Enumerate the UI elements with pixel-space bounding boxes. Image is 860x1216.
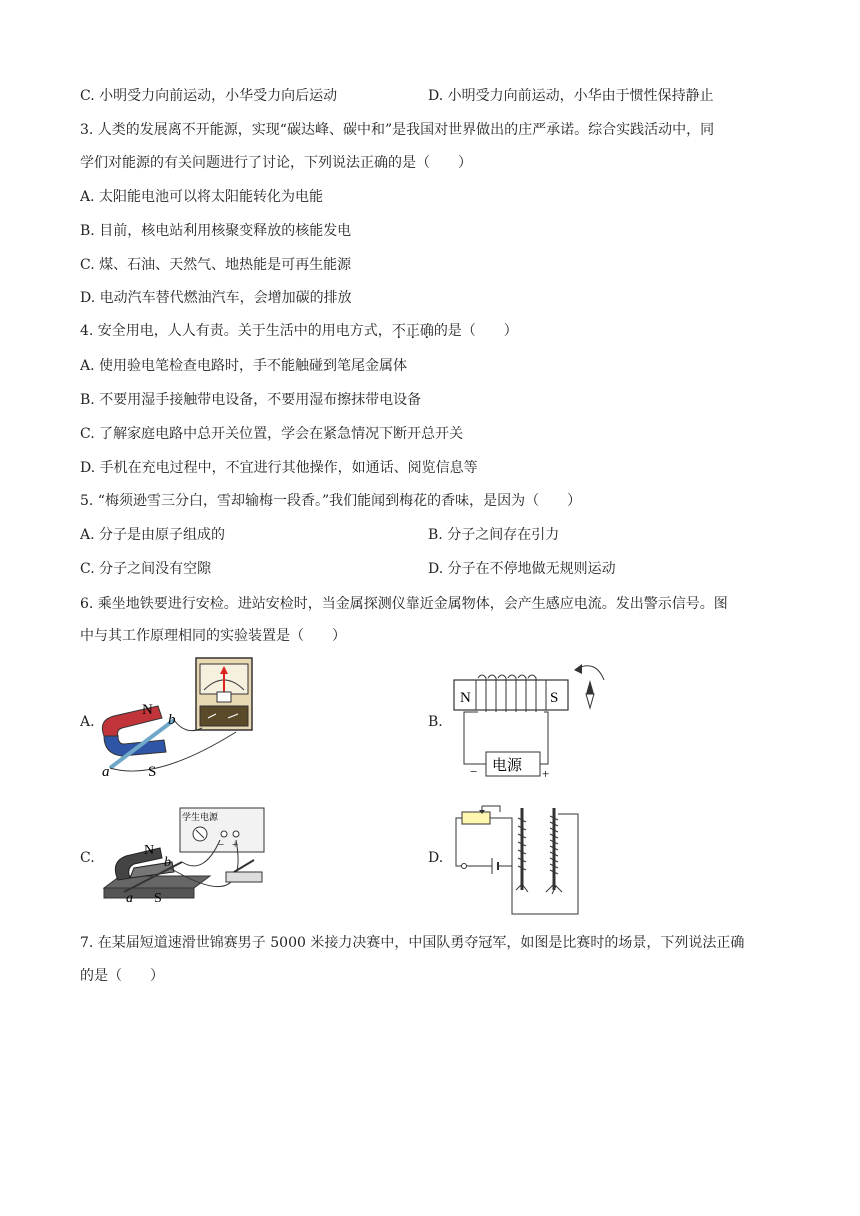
q6-fig-a-n-pole: N: [142, 702, 153, 718]
q6-fig-c-label-b: b: [164, 855, 171, 870]
q5-stem: 5. “梅须逊雪三分白，雪却输梅一段香。”我们能闻到梅花的香味，是因为（ ）: [80, 493, 582, 509]
q4-stem: [80, 321, 518, 341]
q4-stem-pre: 4. 安全用电，人人有责。关于生活中的用电方式，: [80, 323, 392, 339]
q4-emphasis-char: 确: [419, 323, 434, 339]
q3-option-a: A. 太阳能电池可以将太阳能转化为电能: [80, 189, 324, 205]
q3-option-c: C. 煤、石油、天然气、地热能是可再生能源: [80, 257, 352, 273]
q6-fig-b-n-pole: N: [460, 690, 471, 706]
q5-option-a: A. 分子是由原子组成的: [80, 527, 226, 543]
q6-fig-a-label-a: a: [102, 764, 110, 780]
q4-option-c: C. 了解家庭电路中总开关位置，学会在紧急情况下断开总开关: [80, 426, 464, 442]
q4-option-b: B. 不要用湿手接触带电设备，不要用湿布擦抹带电设备: [80, 392, 422, 408]
rotation-arrow-icon: [574, 664, 582, 674]
q6-fig-b-minus: −: [470, 764, 478, 779]
q3-stem-line2: 学们对能源的有关问题进行了讨论，下列说法正确的是（ ）: [80, 155, 472, 171]
q6-fig-c-supply-label: 学生电源: [182, 813, 219, 823]
q6-fig-c-n-pole: N: [144, 843, 155, 858]
q6-fig-a-s-pole: S: [148, 764, 157, 780]
q4-option-d: D. 手机在充电过程中，不宜进行其他操作，如通话、阅览信息等: [80, 460, 478, 476]
q6-fig-c-label-a: a: [126, 891, 133, 906]
q4-emphasis-char: 正: [405, 323, 420, 339]
q3-stem-line1: 3. 人类的发展离不开能源，实现“碳达峰、碳中和”是我国对世界做出的庄严承诺。综合实践活动中，同: [80, 122, 715, 138]
q6-fig-c-plus: +: [232, 839, 239, 851]
q2-option-d: D. 小明受力向前运动，小华由于惯性保持静止: [428, 88, 714, 104]
q5-option-d: D. 分子在不停地做无规则运动: [428, 561, 616, 577]
q5-option-c: C. 分子之间没有空隙: [80, 561, 212, 577]
q6-label-c: C.: [80, 850, 95, 866]
q7-stem-line1: 7. 在某届短道速滑世锦赛男子 5000 米接力决赛中，中国队勇夺冠军，如图是比赛时的场景，下列说法正确: [80, 935, 745, 951]
q6-figure-c-power-supply-setup: [100, 806, 272, 908]
q6-figure-b-electromagnet: [448, 658, 618, 782]
q6-label-b: B.: [428, 714, 443, 730]
q6-label-a: A.: [80, 714, 95, 730]
q4-stem-post: 的是（ ）: [433, 323, 518, 339]
q6-fig-c-s-pole: S: [154, 891, 162, 906]
q3-option-b: B. 目前，核电站利用核聚变释放的核能发电: [80, 223, 352, 239]
q4-option-a: A. 使用验电笔检查电路时，手不能触碰到笔尾金属体: [80, 358, 408, 374]
q3-option-d: D. 电动汽车替代燃油汽车，会增加碳的排放: [80, 290, 352, 306]
q6-fig-a-label-b: b: [168, 712, 176, 728]
q7-stem-line2: 的是（ ）: [80, 968, 164, 984]
q6-label-d: D.: [428, 850, 444, 866]
q6-figure-a-galvanometer-setup: [96, 656, 256, 782]
q6-stem-line1: 6. 乘坐地铁要进行安检。进站安检时，当金属探测仪靠近金属物体，会产生感应电流。发出警示信号。图: [80, 596, 728, 612]
q6-fig-b-power-label: 电源: [492, 758, 523, 774]
q6-stem-line2: 中与其工作原理相同的实验装置是（ ）: [80, 628, 346, 644]
q5-option-b: B. 分子之间存在引力: [428, 527, 560, 543]
q6-fig-b-s-pole: S: [550, 690, 559, 706]
q6-fig-c-minus: −: [218, 839, 225, 851]
compass-needle-icon: [586, 680, 594, 694]
q4-emphasis-char: 不: [391, 323, 406, 339]
q2-option-c: C. 小明受力向前运动，小华受力向后运动: [80, 88, 338, 104]
q6-figure-d-nail-electromagnets: [452, 804, 584, 918]
q6-fig-b-plus: +: [542, 766, 550, 781]
